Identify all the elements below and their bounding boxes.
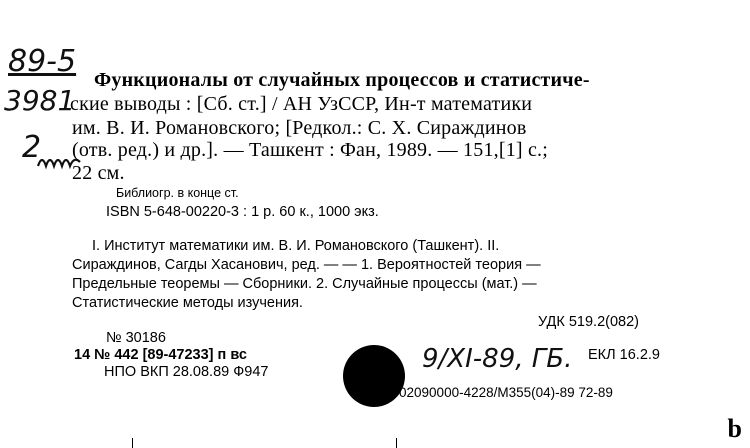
tracing-line-2: Сираждинов, Сагды Хасанович, ред. — — 1. Вероятностей теория —: [72, 257, 541, 273]
entry-line-1: Функционалы от случайных процессов и статистиче-: [94, 69, 590, 91]
ekl-code: ЕКЛ 16.2.9: [588, 347, 660, 363]
udk-code: УДК 519.2(082): [538, 314, 639, 330]
handwritten-copies-mark: 2: [22, 130, 42, 165]
order-line: 14 № 442 [89-47233] п вс: [74, 347, 247, 363]
card-number: № 30186: [106, 330, 166, 346]
entry-line-3: им. В. И. Романовского; [Редкол.: С. Х. Сираждинов: [72, 117, 527, 139]
corner-mark: b: [727, 414, 742, 443]
entry-line-4: (отв. ред.) и др.]. — Ташкент : Фан, 1989. — 151,[1] с.;: [72, 139, 548, 161]
edge-tick: [396, 438, 397, 448]
isbn-line: ISBN 5-648-00220-3 : 1 р. 60 к., 1000 экз.: [106, 204, 379, 220]
npo-line: НПО ВКП 28.08.89 Ф947: [104, 364, 269, 380]
handwritten-shelf-mark-bottom: 3981: [4, 84, 76, 117]
tracing-line-3: Предельные теоремы — Сборники. 2. Случайные процессы (мат.) —: [72, 276, 537, 292]
entry-line-5: 22 см.: [72, 162, 125, 184]
edge-tick: [132, 438, 133, 448]
handwritten-date: 9/XI-89, ГБ.: [422, 344, 573, 374]
tracing-line-1: I. Институт математики им. В. И. Романовского (Ташкент). II.: [92, 238, 500, 254]
bibliography-note: Библиогр. в конце ст.: [116, 186, 239, 200]
handwritten-shelf-mark-top: 89-5: [8, 44, 77, 79]
entry-line-2: ские выводы : [Сб. ст.] / АН УзССР, Ин-т математики: [70, 93, 533, 115]
publication-code: 1702090000-4228/М355(04)-89 72-89: [384, 385, 613, 400]
tracing-line-4: Статистические методы изучения.: [72, 295, 303, 311]
